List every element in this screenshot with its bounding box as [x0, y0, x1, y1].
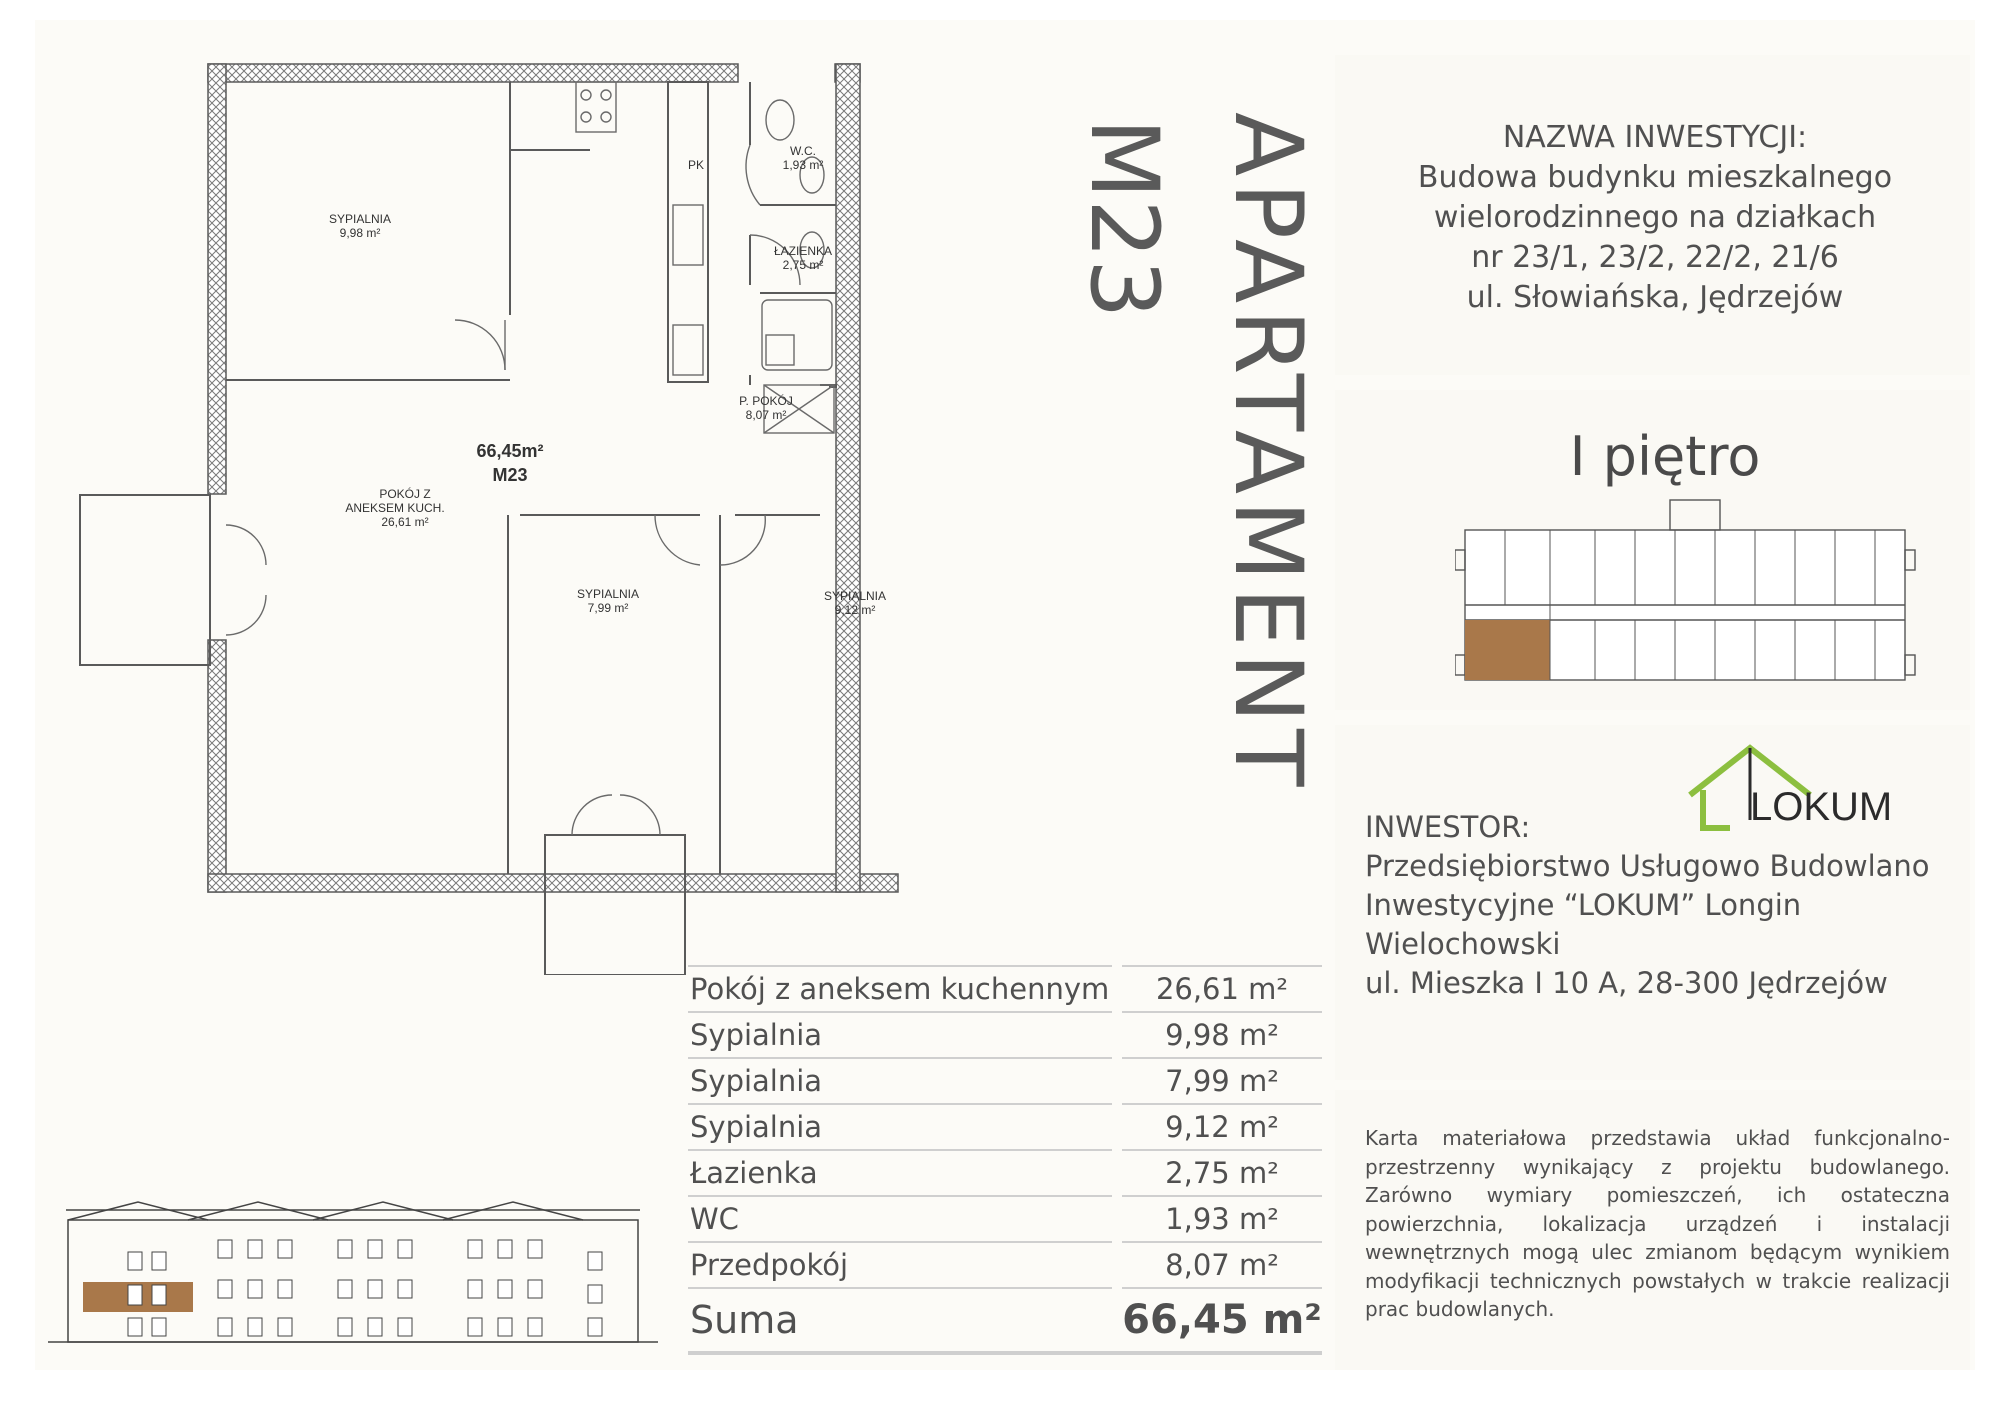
- plan-room-area: 7,99 m²: [587, 601, 629, 615]
- investor-line: Przedsiębiorstwo Usługowo Budowlano: [1365, 849, 1930, 883]
- sum-label: Suma: [688, 1288, 1112, 1353]
- table-row: [688, 1150, 1322, 1196]
- plan-room-name: SYPIALNIA: [823, 589, 887, 603]
- project-line: Budowa budynku mieszkalnego: [1417, 160, 1893, 195]
- floor-plan: [60, 55, 1020, 975]
- area-table: [688, 965, 1322, 1355]
- table-row: [688, 1242, 1322, 1288]
- project-line: wielorodzinnego na działkach: [1433, 200, 1877, 235]
- investor-line: Inwestycyjne “LOKUM” Longin: [1365, 888, 1802, 922]
- room-area: 8,07 m²: [1122, 1242, 1322, 1288]
- room-area: 7,99 m²: [1122, 1058, 1322, 1104]
- plan-room-area: 9,12 m²: [834, 603, 876, 617]
- project-heading: NAZWA INWESTYCJI:: [1502, 120, 1808, 155]
- room-name: Sypialnia: [688, 1012, 1112, 1058]
- plan-room-area: 9,98 m²: [339, 226, 381, 240]
- plan-room-name: W.C.: [790, 144, 816, 158]
- sum-value: 66,45 m²: [1122, 1288, 1322, 1353]
- plan-room-area: 8,07 m²: [745, 408, 787, 422]
- room-name: Łazienka: [688, 1150, 1112, 1196]
- plan-room-area: 2,75 m²: [782, 258, 824, 272]
- logo-text: LOKUM: [1750, 785, 1893, 829]
- room-area: 26,61 m²: [1122, 966, 1322, 1012]
- table-row: [688, 1104, 1322, 1150]
- room-area: 9,98 m²: [1122, 1012, 1322, 1058]
- highlighted-apartment: [1465, 620, 1550, 680]
- table-row: [688, 1196, 1322, 1242]
- floor-label: I piętro: [1569, 425, 1761, 488]
- apartment-code-title: M23: [1069, 118, 1178, 319]
- plan-room-name: SYPIALNIA: [576, 587, 640, 601]
- room-name: Przedpokój: [688, 1242, 1112, 1288]
- investor-line: ul. Mieszka I 10 A, 28-300 Jędrzejów: [1365, 966, 1888, 1000]
- room-name: Pokój z aneksem kuchennym: [688, 966, 1112, 1012]
- project-line: nr 23/1, 23/2, 22/2, 21/6: [1471, 240, 1839, 275]
- plan-pk-label: PK: [687, 158, 705, 172]
- plan-room-name: P. POKÓJ: [739, 394, 793, 408]
- room-name: Sypialnia: [688, 1104, 1112, 1150]
- plan-room-area: 1,93 m²: [782, 158, 824, 172]
- investor-heading: INWESTOR:: [1365, 810, 1531, 844]
- disclaimer-note: Karta materiałowa przedstawia układ funkcjonalno-przestrzenny wynikający z projektu budowlanego. Zarówno wymiary pomieszczeń, ich ostateczna powierzchnia, lokalizacja urządzeń i instalacji wewnętrznych mogą ulec zmianom będącym wynikiem modyfikacji technicznych powstałych w trakcie realizacji prac budowlanych.: [1365, 1126, 1950, 1321]
- plan-total-area: 66,45m²: [476, 441, 544, 461]
- plan-code: M23: [492, 465, 528, 485]
- investor-line: Wielochowski: [1365, 927, 1561, 961]
- table-row: [688, 1058, 1322, 1104]
- project-line: ul. Słowiańska, Jędrzejów: [1466, 280, 1844, 315]
- plan-room-name: ANEKSEM KUCH.: [345, 501, 445, 515]
- plan-room-name: SYPIALNIA: [328, 212, 392, 226]
- apartment-title: APARTAMENT: [1213, 112, 1322, 793]
- building-key-plan: [1455, 495, 1925, 715]
- plan-room-name: POKÓJ Z: [379, 487, 431, 501]
- room-name: Sypialnia: [688, 1058, 1112, 1104]
- plan-room-name: ŁAZIENKA: [773, 244, 833, 258]
- building-elevation: [48, 1190, 658, 1350]
- plan-room-area: 26,61 m²: [381, 515, 429, 529]
- table-row: [688, 1012, 1322, 1058]
- table-sum-row: [688, 1288, 1322, 1353]
- investor-info: [1365, 808, 1965, 1003]
- table-row: [688, 966, 1322, 1012]
- room-name: WC: [688, 1196, 1112, 1242]
- room-area: 2,75 m²: [1122, 1150, 1322, 1196]
- room-area: 1,93 m²: [1122, 1196, 1322, 1242]
- project-info: [1360, 118, 1950, 318]
- room-area: 9,12 m²: [1122, 1104, 1322, 1150]
